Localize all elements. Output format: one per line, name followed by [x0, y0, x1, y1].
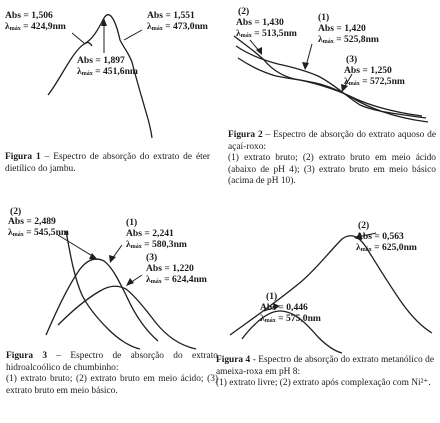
- fig2-peak-2-label: Abs = 1,430 $\lambda_{máx} = 513,5nm$: [236, 17, 297, 39]
- fig2-curve-1-number: (1): [318, 12, 330, 23]
- fig4-curve-1-number: (1): [266, 291, 278, 302]
- fig4-peak-2-label: Abs = 0,563 $\lambda_{máx} = 625,0nm$: [356, 231, 417, 253]
- fig2-curve-3-number: (3): [346, 54, 358, 65]
- fig3-curve-2-number: (2): [10, 206, 22, 217]
- fig3-curve-3: [58, 286, 196, 349]
- fig1-peak-2-label: Abs = 1,551 $\lambda_{máx} = 473,0nm$: [147, 10, 208, 32]
- fig2-peak-1-label: Abs = 1,420 $\lambda_{máx} = 525,8nm$: [318, 23, 379, 45]
- fig3-peak-1-label: Abs = 2,241 $\lambda_{máx} = 580,3nm$: [126, 228, 187, 250]
- figure-2: [222, 0, 440, 215]
- fig3-peak-2-label: Abs = 2,489 $\lambda_{máx} = 545,5nm$: [8, 216, 69, 238]
- fig4-curve-2-number: (2): [358, 220, 370, 231]
- fig2-curve-2-number: (2): [238, 6, 250, 17]
- fig2-peak-3-label: Abs = 1,250 $\lambda_{máx} = 572,5nm$: [344, 65, 405, 87]
- fig3-curve-1-number: (1): [126, 217, 138, 228]
- fig1-curve-left-shoulder: [84, 43, 92, 46]
- figure-3: [0, 205, 222, 423]
- figure-1: [0, 0, 215, 180]
- figure-3-caption: Figura 3 – Espectro de absorção do extrato hidroalcoólico de chumbinho: (1) extrato bruto; (2) extrato bruto em meio ácido; (3) extrato bruto em meio básico.: [6, 351, 218, 396]
- fig3-peak-3-label: Abs = 1,220 $\lambda_{máx} = 624,4nm$: [146, 263, 207, 285]
- fig1-peak-1-label: Abs = 1,506 $\lambda_{máx} = 424,9nm$: [5, 10, 66, 32]
- figure-1-caption: Figura 1 – Espectro de absorção do extrato de éter dietílico do jambu.: [5, 152, 210, 174]
- figure-4: [216, 215, 440, 423]
- fig3-curve-1: [46, 259, 158, 341]
- figure-4-caption: Figura 4 - Espectro de absorção do extrato metanólico de ameixa-roxa em pH 8: (1) extrato livre; (2) extrato após complexação com Ni²⁺.: [216, 355, 434, 389]
- figure-2-caption: Figura 2 – Espectro de absorção do extrato aquoso de açaí-roxo: (1) extrato bruto; (2) extrato bruto em meio ácido (abaixo de pH 4); (3) extrato bruto em meio básico (acima de pH 10).: [228, 130, 437, 187]
- fig1-peak-3-label: Abs = 1,897 $\lambda_{máx} = 451,6nm$: [77, 55, 138, 77]
- fig4-peak-1-label: Abs = 0,446 $\lambda_{máx} = 575,0nm$: [260, 302, 321, 324]
- fig3-curve-3-number: (3): [146, 252, 158, 263]
